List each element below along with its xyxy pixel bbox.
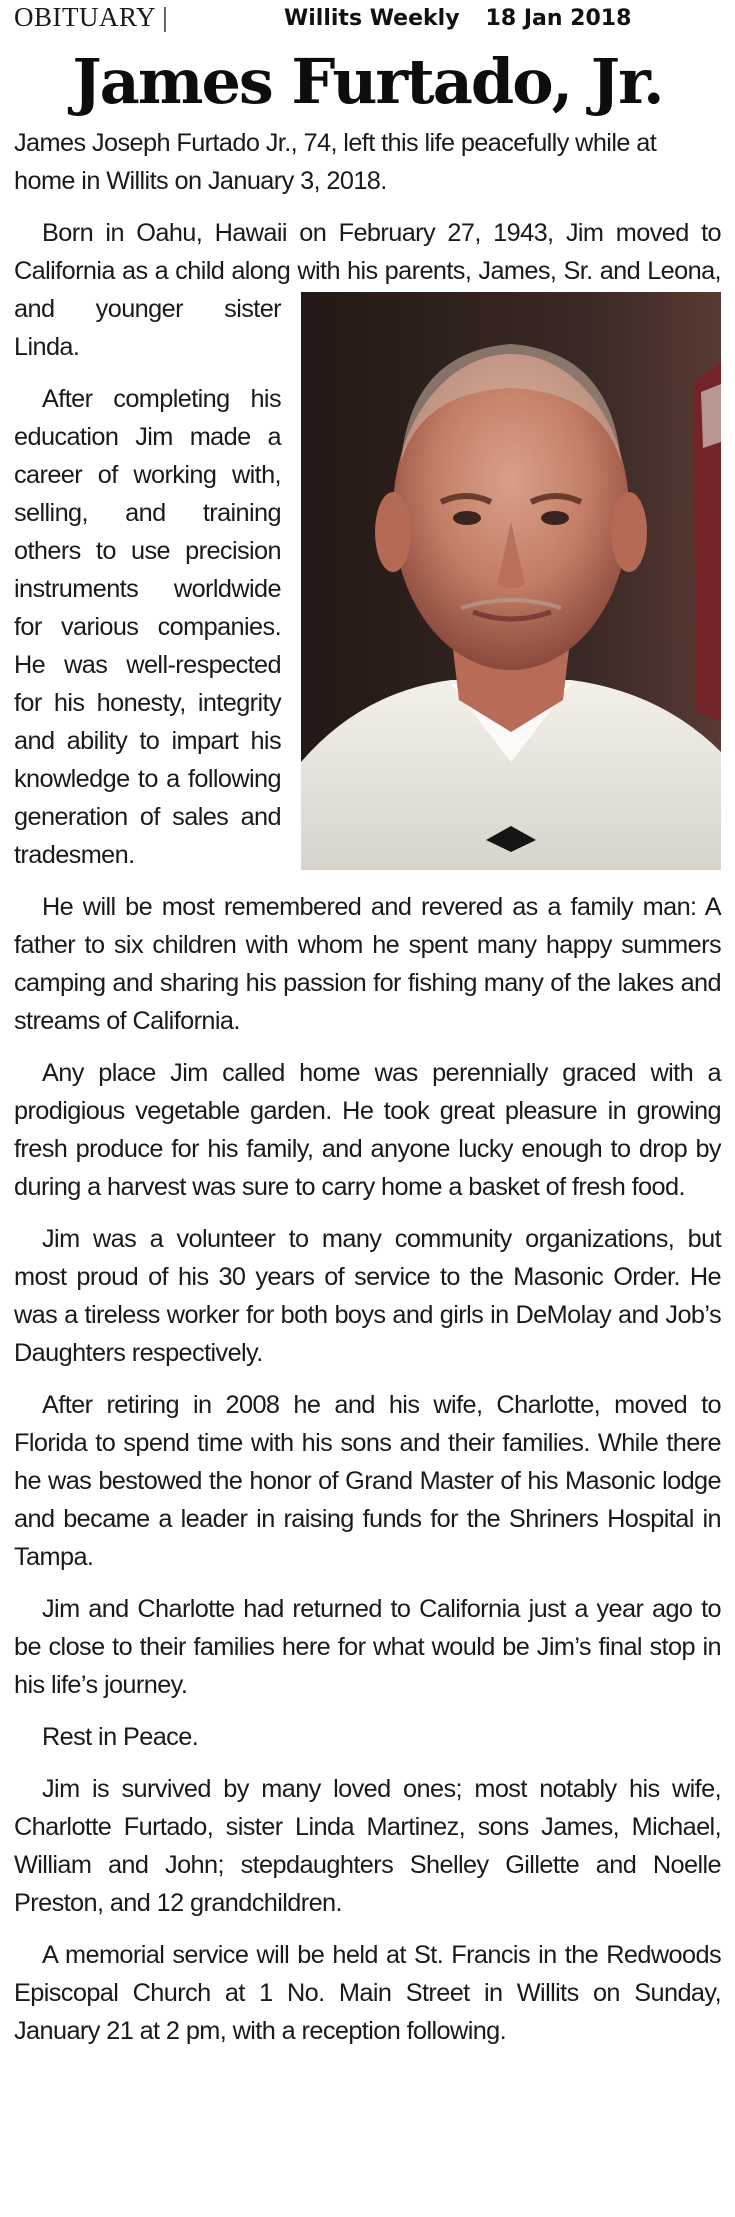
paragraph-memorial: A memorial service will be held at St. Francis in the Redwoods Episcopal Church at 1 No. Main Street in Willits on Sunday, January 21 at 2 pm, with a reception following. — [14, 1941, 721, 2045]
paragraph-career: After completing his education Jim made a career of working with, selling, and training others to use precision instruments worldwide for various companies. He was well-respected for his honesty, integrity and ability to impart his knowledge to a following generation of sales and tradesmen. — [14, 385, 281, 869]
paragraph-birth-text — [14, 219, 721, 361]
portrait-photo — [301, 292, 721, 870]
paragraph-birth — [14, 214, 721, 366]
publication-name: Willits Weekly — [284, 6, 460, 31]
paragraph-family: He will be most remembered and revered as a family man: A father to six children with whom he spent many happy summers camping and sharing his passion for fishing many of the lakes and streams of California. — [14, 893, 721, 1035]
paragraph-florida: After retiring in 2008 he and his wife, Charlotte, moved to Florida to spend time with his sons and their families. While there he was bestowed the honor of Grand Master of his Masonic lodge and became a leader in raising funds for the Shriners Hospital in Tampa. — [14, 1391, 721, 1571]
paragraph-intro: James Joseph Furtado Jr., 74, left this life peacefully while at home in Willits on January 3, 2018. — [14, 129, 657, 195]
masthead — [14, 0, 721, 40]
headline: James Furtado, Jr. — [72, 45, 663, 118]
section-label: OBITUARY | — [14, 2, 169, 32]
issue-date: 18 Jan 2018 — [485, 6, 632, 31]
paragraph-birth-lead: Born in Oahu, Hawaii on February 27, 1943, Jim moved to California as a child along with his parents, James, — [14, 219, 721, 285]
paragraph-rest: Rest in Peace. — [42, 1723, 199, 1751]
issue-line — [284, 4, 631, 34]
paragraph-birth-rest: Sr. and Leona, and younger sister Linda. — [14, 257, 721, 361]
article-body — [14, 124, 721, 2050]
paragraph-return: Jim and Charlotte had returned to California just a year ago to be close to their families here for what would be Jim’s final stop in his life’s journey. — [14, 1595, 721, 1699]
paragraph-survivors: Jim is survived by many loved ones; most notably his wife, Charlotte Furtado, sister Linda Martinez, sons James, Michael, William and John; stepdaughters Shelley Gillette and Noelle Preston, and 12 grandchildren. — [14, 1775, 721, 1917]
paragraph-garden: Any place Jim called home was perennially graced with a prodigious vegetable garden. He took great pleasure in growing fresh produce for his family, and anyone lucky enough to drop by during a harvest was sure to carry home a basket of fresh food. — [14, 1059, 721, 1201]
paragraph-volunteer: Jim was a volunteer to many community organizations, but most proud of his 30 years of service to the Masonic Order. He was a tireless worker for both boys and girls in DeMolay and Job’s Daughters respectively. — [14, 1225, 721, 1367]
